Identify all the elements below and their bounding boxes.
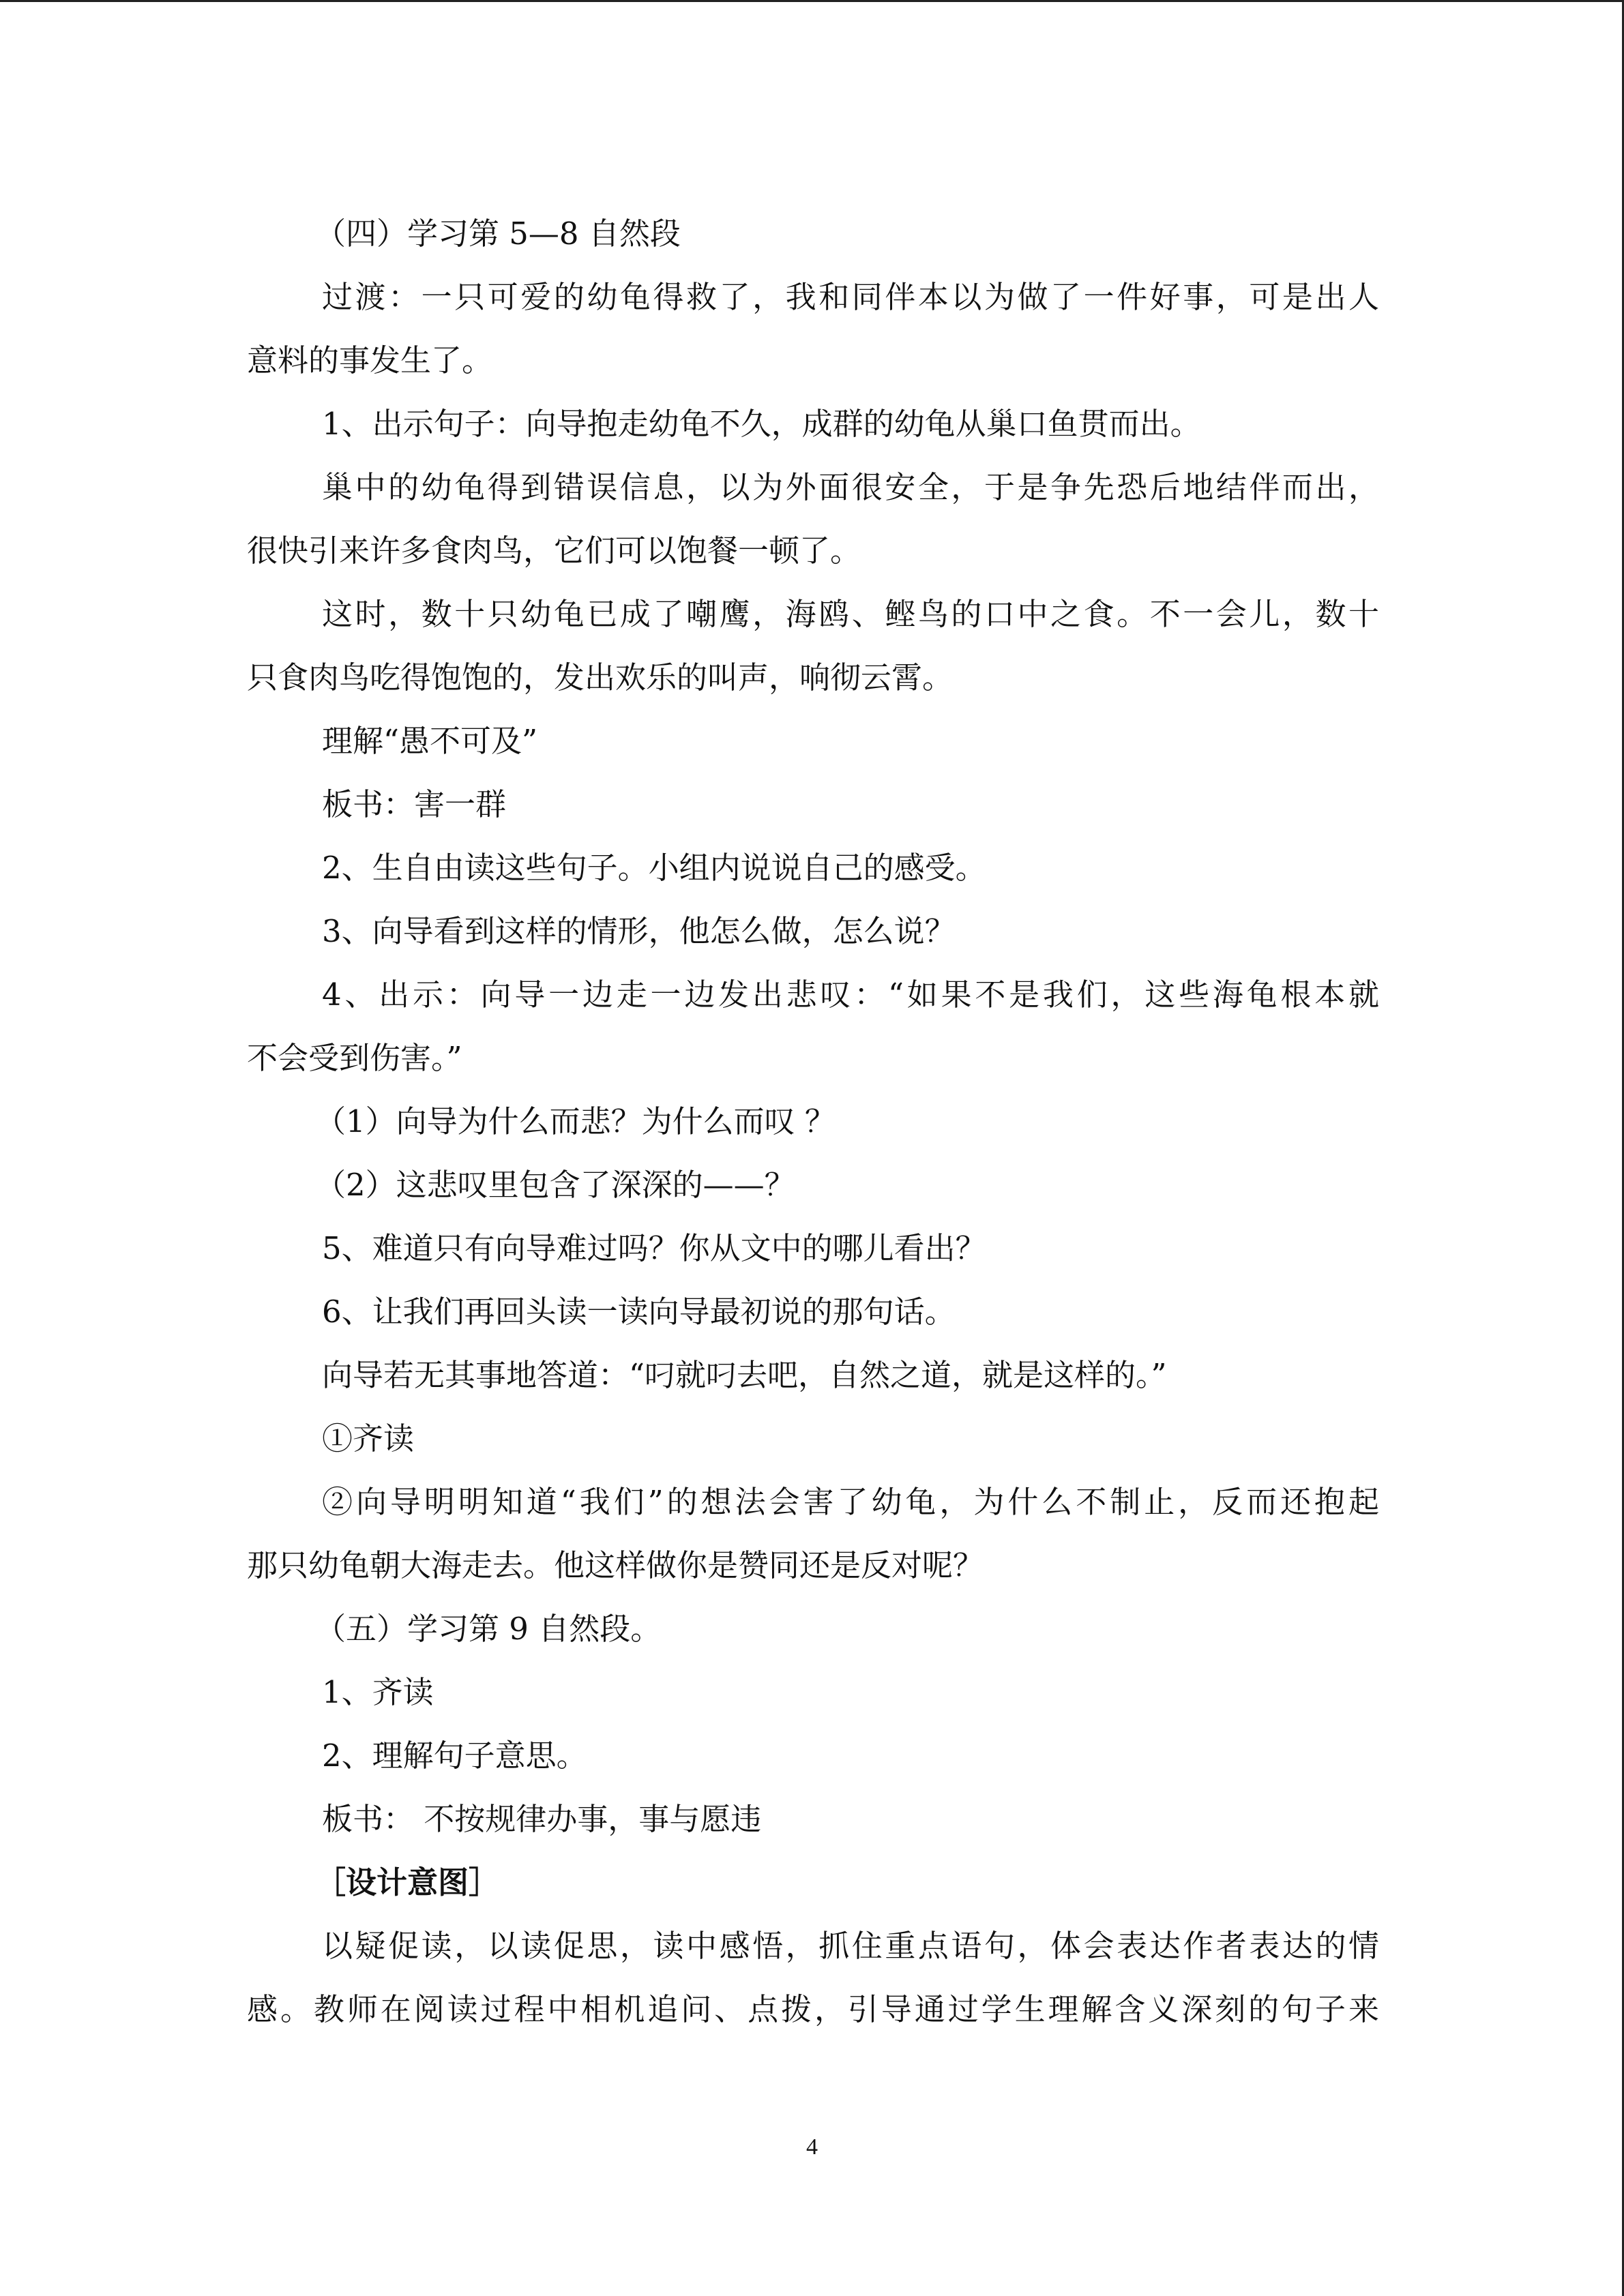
paragraph-line: 很快引来许多食肉鸟，它们可以饱餐一顿了。 [247, 533, 861, 569]
paragraph-line: ①齐读 [322, 1420, 415, 1457]
paragraph-line: 巢中的幼龟得到错误信息，以为外面很安全，于是争先恐后地结伴而出， [322, 469, 1379, 505]
paragraph-line: 感。教师在阅读过程中相机追问、点拨，引导通过学生理解含义深刻的句子来 [247, 1991, 1379, 2027]
blackboard-note: 板书： 不按规律办事，事与愿违 [322, 1801, 762, 1837]
paragraph-line: 过渡：一只可爱的幼龟得救了，我和同伴本以为做了一件好事，可是出人 [322, 279, 1379, 315]
paragraph-line: 1、齐读 [322, 1674, 434, 1710]
paragraph-line: 只食肉鸟吃得饱饱的，发出欢乐的叫声，响彻云霄。 [247, 659, 954, 696]
paragraph-line: 意料的事发生了。 [247, 342, 493, 378]
paragraph-line: （2）这悲叹里包含了深深的——？ [315, 1167, 795, 1203]
paragraph-line: 那只幼龟朝大海走去。他这样做你是赞同还是反对呢？ [247, 1547, 984, 1583]
paragraph-line: 理解“愚不可及” [322, 723, 538, 759]
paragraph-line: 2、理解句子意思。 [322, 1738, 587, 1774]
paragraph-line: 1、出示句子：向导抱走幼龟不久，成群的幼龟从巢口鱼贯而出。 [322, 406, 1201, 442]
paragraph-line: （1）向导为什么而悲？为什么而叹 ？ [315, 1103, 836, 1139]
paragraph-line: 4、出示：向导一边走一边发出悲叹：“如果不是我们，这些海龟根本就 [322, 976, 1379, 1013]
paragraph-line: 5、难道只有向导难过吗？你从文中的哪儿看出？ [322, 1230, 986, 1266]
paragraph-line: 不会受到伤害。” [247, 1040, 462, 1076]
document-body [247, 202, 1379, 2041]
paragraph-line: 以疑促读，以读促思，读中感悟，抓住重点语句，体会表达作者表达的情 [322, 1928, 1379, 1964]
design-intent-heading: ［设计意图］ [315, 1864, 500, 1900]
paragraph-line: 3、向导看到这样的情形，他怎么做，怎么说？ [322, 913, 956, 949]
section-heading-five: （五）学习第 9 自然段。 [315, 1611, 662, 1647]
paragraph-line: 6、让我们再回头读一读向导最初说的那句话。 [322, 1294, 956, 1330]
page-number: 4 [806, 2134, 818, 2160]
paragraph-line: ②向导明明知道“我们”的想法会害了幼龟，为什么不制止，反而还抱起 [322, 1484, 1379, 1520]
paragraph-line: 2、生自由读这些句子。小组内说说自己的感受。 [322, 850, 986, 886]
blackboard-note: 板书：害一群 [322, 786, 507, 822]
paragraph-line: 这时，数十只幼龟已成了嘲鹰，海鸥、鲣鸟的口中之食。不一会儿，数十 [322, 596, 1379, 632]
paragraph-line: 向导若无其事地答道：“叼就叼去吧，自然之道，就是这样的。” [322, 1357, 1167, 1393]
section-heading-four: （四）学习第 5—8 自然段 [315, 215, 681, 252]
